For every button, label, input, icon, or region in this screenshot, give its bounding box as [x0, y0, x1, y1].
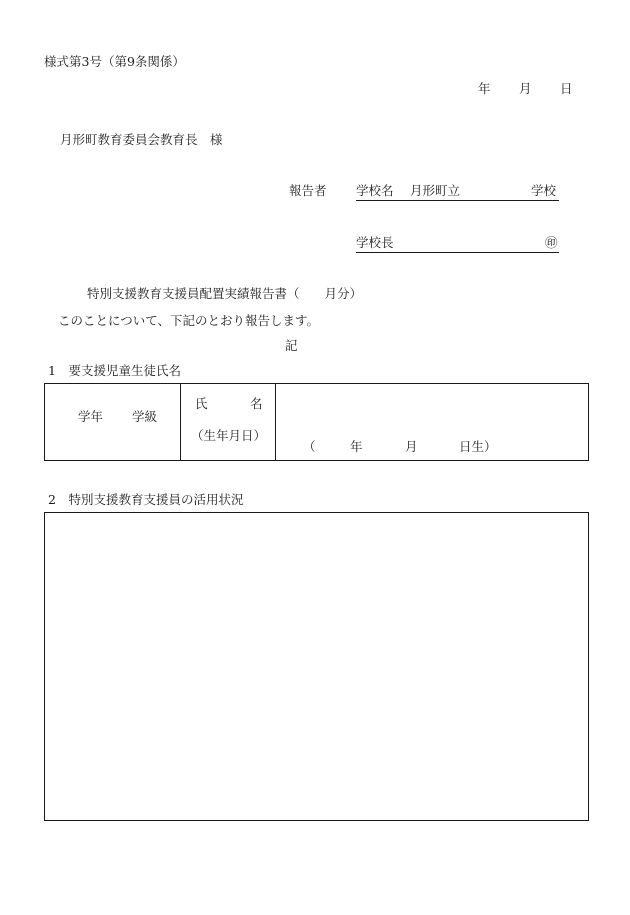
- seal-mark: ㊞: [545, 235, 558, 250]
- school-name-underline: [356, 200, 559, 201]
- reporter-label: 報告者: [289, 183, 327, 198]
- intro-text: このことについて、下記のとおり報告します。: [58, 313, 320, 328]
- name-label-first: 氏: [195, 396, 208, 411]
- addressee: 月形町教育委員会教育長 様: [60, 132, 223, 147]
- birth-day-label: 日生）: [459, 439, 497, 454]
- date-year-label: 年: [478, 81, 491, 96]
- date-month-label: 月: [519, 81, 532, 96]
- ki-heading: 記: [285, 338, 298, 353]
- date-day-label: 日: [560, 81, 573, 96]
- grade-label: 学年: [78, 409, 104, 424]
- principal-underline: [356, 252, 559, 253]
- usage-status-box: [44, 512, 589, 821]
- section1-title: 1 要支援児童生徒氏名: [48, 363, 181, 378]
- table-divider: [275, 384, 276, 460]
- student-info-table: [44, 383, 589, 461]
- birthdate-label: （生年月日）: [191, 428, 267, 443]
- school-name-label: 学校名: [356, 183, 394, 198]
- principal-label: 学校長: [356, 235, 394, 250]
- name-label-second: 名: [250, 396, 263, 411]
- birth-month-label: 月: [405, 439, 418, 454]
- birth-year-label: 年: [350, 439, 363, 454]
- school-town: 月形町立: [410, 183, 461, 198]
- class-label: 学級: [132, 409, 158, 424]
- section2-title: 2 特別支援教育支援員の活用状況: [48, 492, 244, 507]
- birth-paren-open: （: [303, 439, 316, 454]
- school-suffix: 学校: [531, 183, 557, 198]
- form-number: 様式第3号（第9条関係）: [44, 54, 185, 69]
- report-title: 特別支援教育支援員配置実績報告書（ 月分）: [87, 286, 363, 301]
- table-divider: [180, 384, 181, 460]
